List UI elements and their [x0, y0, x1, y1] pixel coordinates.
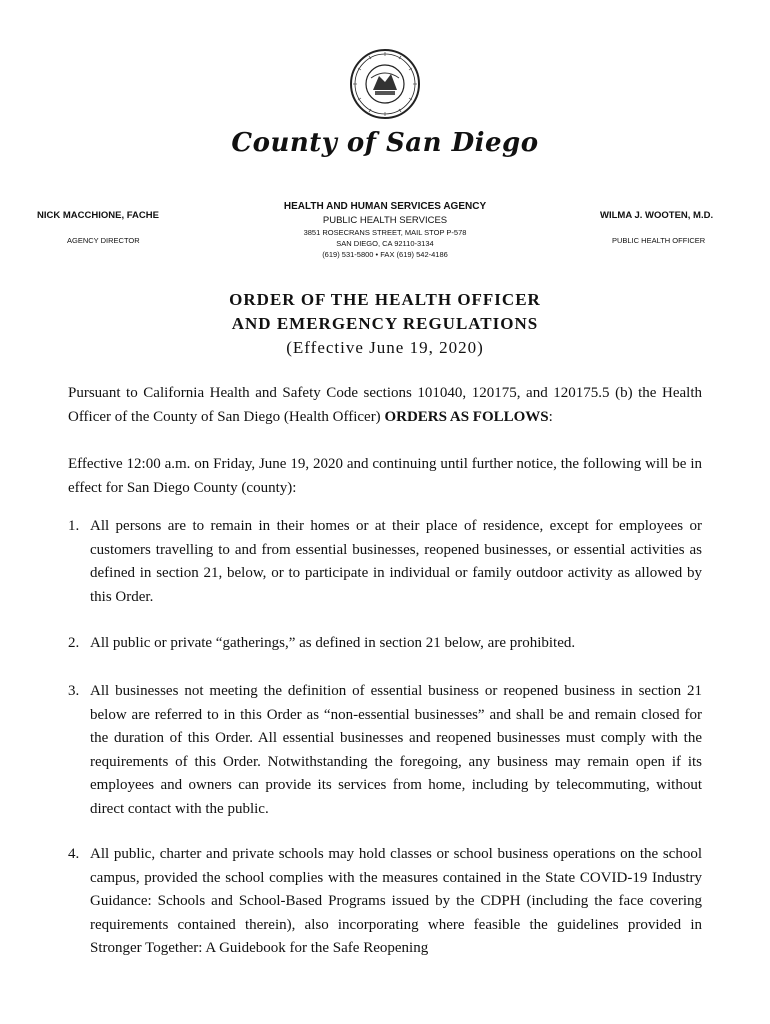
item-number: 1.	[68, 518, 80, 534]
address-line-1: 3851 ROSECRANS STREET, MAIL STOP P-578	[303, 228, 467, 237]
agency-director-title: AGENCY DIRECTOR	[67, 236, 140, 245]
list-item	[68, 843, 702, 961]
health-officer-title: PUBLIC HEALTH OFFICER	[612, 236, 706, 245]
intro-bold: ORDERS AS FOLLOWS	[384, 408, 549, 425]
title-line-1: ORDER OF THE HEALTH OFFICER	[229, 290, 541, 309]
item-text: All public or private “gatherings,” as defined in section 21 below, are prohibited.	[90, 635, 576, 651]
county-name: County of San Diego	[231, 128, 539, 158]
item-text: All public, charter and private schools may hold classes or school business operations on the school campus, provided the school complies with the measures contained in the State COVID-19 Industry Guidance: Schools and School-Based Programs issued by the CDPH (including the face covering requirements contained therein), also incorporating where feasible the guidelines provided in Stronger Together: A Guidebook for the Safe Reopening	[90, 846, 702, 956]
item-number: 2.	[68, 635, 80, 651]
agency-name: HEALTH AND HUMAN SERVICES AGENCY	[283, 201, 487, 212]
intro-text: Pursuant to California Health and Safety Code sections 101040, 120175, and 120175.5 (b) the Health Officer of the County of San Diego (Health Officer)	[68, 385, 702, 425]
county-seal-icon	[349, 48, 421, 120]
intro-paragraph	[68, 382, 702, 429]
address-line-2: SAN DIEGO, CA 92110-3134	[336, 239, 434, 248]
order-title	[0, 288, 770, 360]
list-item	[68, 515, 702, 609]
title-line-2: AND EMERGENCY REGULATIONS	[231, 314, 539, 333]
intro-end: :	[548, 408, 553, 425]
department-name: PUBLIC HEALTH SERVICES	[322, 215, 448, 226]
agency-director-name: NICK MACCHIONE, FACHE	[37, 210, 159, 221]
item-text: All businesses not meeting the definition of essential business or reopened business in section 21 below are referred to in this Order as “non-essential businesses” and shall be and remain closed for the duration of this Order. All essential businesses and reopened businesses must comply with the requirements of this Order. Notwithstanding the foregoing, any business may remain open if its employees and owners can provide its services from home, including by telecommuting, without direct contact with the public.	[90, 683, 702, 817]
effective-date-title: (Effective June 19, 2020)	[286, 338, 484, 357]
item-number: 3.	[68, 683, 80, 699]
item-number: 4.	[68, 846, 80, 862]
item-text: All persons are to remain in their homes or at their place of residence, except for employees or customers travelling to and from essential businesses, reopened businesses, or essential activities as defined in section 21, below, or to participate in individual or family outdoor activity as allowed by this Order.	[90, 518, 702, 605]
phone-fax: (619) 531-5800 • FAX (619) 542-4186	[322, 250, 448, 259]
health-officer-name: WILMA J. WOOTEN, M.D.	[600, 210, 714, 221]
list-item	[68, 680, 702, 821]
list-item	[68, 632, 702, 656]
effective-paragraph: Effective 12:00 a.m. on Friday, June 19, 2020 and continuing until further notice, the following will be in effect for San Diego County (county):	[68, 456, 702, 496]
agency-address-block	[230, 200, 540, 260]
